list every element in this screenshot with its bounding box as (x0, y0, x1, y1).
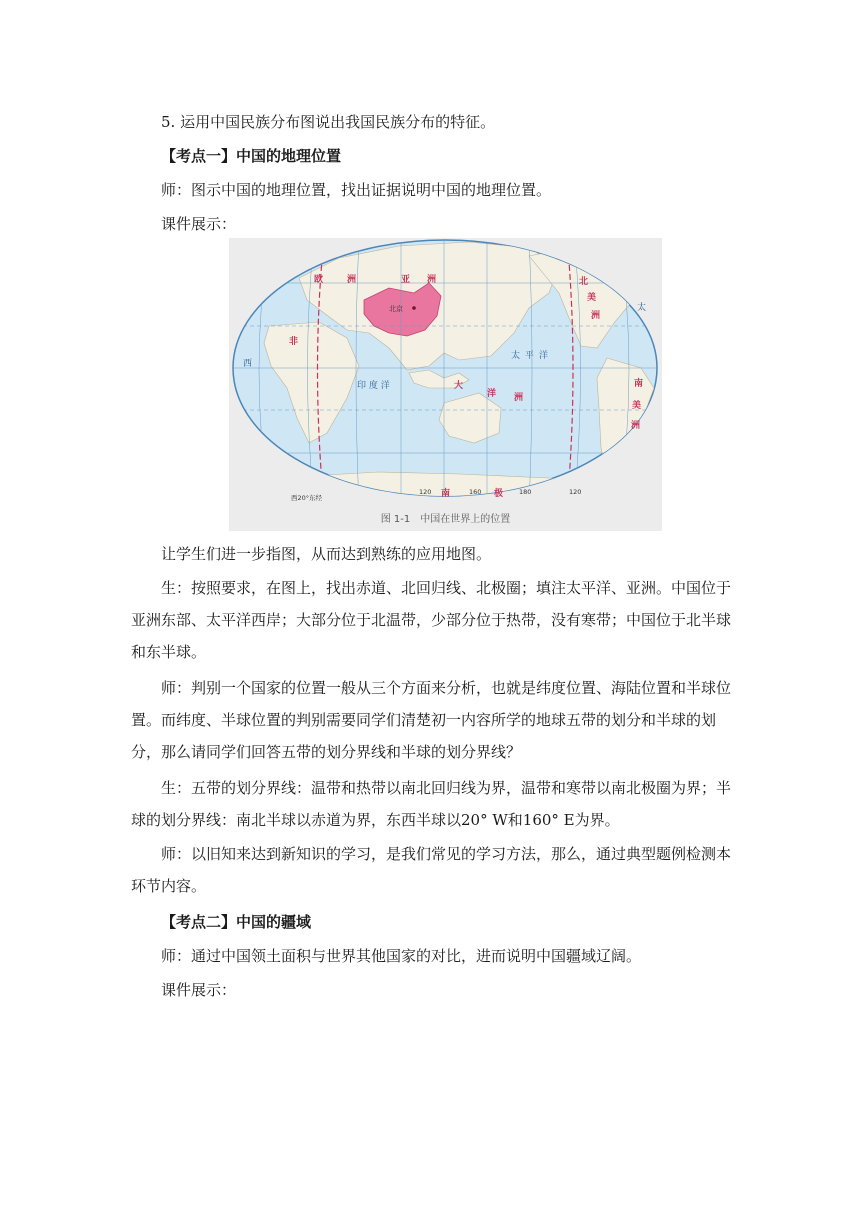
label-lon-20w: 西20°东经 (291, 494, 323, 502)
label-na-2: 美 (587, 293, 597, 303)
label-asia-2: 洲 (427, 275, 437, 285)
heading-kaodian-1: 【考点一】中国的地理位置 (161, 147, 342, 165)
label-pacific-3: 洋 (539, 351, 549, 361)
paragraph-courseware-1: 课件展示： (161, 215, 237, 233)
label-xi-left: 西 (243, 359, 253, 369)
label-antarctica-2: 极 (494, 489, 504, 499)
paragraph-teacher-1: 师：图示中国的地理位置，找出证据说明中国的地理位置。 (161, 181, 552, 199)
label-asia-1: 亚 (401, 275, 411, 285)
paragraph-student-1: 生：按照要求，在图上，找出赤道、北回归线、北极圈；填注太平洋、亚洲。中国位于亚洲东部、太平洋西岸；大部分位于北温带，少部分位于热带，没有寒带；中国位于北半球和东半球。 (131, 579, 732, 661)
paragraph-after-map: 让学生们进一步指图，从而达到熟练的应用地图。 (161, 545, 492, 563)
label-lon-180: 180 (519, 488, 532, 496)
paragraph-teacher-4: 师：通过中国领土面积与世界其他国家的对比，进而说明中国疆域辽阔。 (161, 947, 642, 965)
landmass-south-america (597, 358, 654, 483)
label-europe-2: 洲 (347, 275, 357, 285)
label-lon-160: 160 (469, 488, 482, 496)
world-map-figure (229, 238, 662, 531)
paragraph-teacher-3: 师：以旧知来达到新知识的学习，是我们常见的学习方法，那么，通过典型题例检测本环节内容。 (131, 845, 732, 895)
label-oceania-2: 洋 (487, 389, 497, 399)
label-lon-120: 120 (419, 488, 432, 496)
paragraph-student-2: 生：五带的划分界线：温带和热带以南北回归线为界，温带和寒带以南北极圈为界；半球的划分界线：南北半球以赤道为界，东西半球以20° W和160° E为界。 (131, 779, 732, 829)
paragraph-item5: 5. 运用中国民族分布图说出我国民族分布的特征。 (161, 113, 496, 131)
label-sa-3: 洲 (631, 421, 641, 431)
label-oceania-1: 大 (454, 381, 464, 391)
label-na-1: 北 (579, 277, 589, 287)
label-beijing: 北京 (389, 305, 403, 313)
paragraph-courseware-2: 课件展示： (161, 981, 237, 999)
label-pacific-2: 平 (525, 351, 535, 361)
heading-kaodian-2: 【考点二】中国的疆域 (161, 913, 312, 931)
world-map (229, 238, 662, 506)
label-tai-right: 太 (637, 303, 647, 313)
map-caption: 图 1-1 中国在世界上的位置 (380, 514, 511, 525)
label-indian-ocean: 印 度 洋 (357, 381, 390, 391)
label-oceania-3: 洲 (514, 393, 524, 403)
label-antarctica-1: 南 (441, 489, 451, 499)
beijing-dot (412, 306, 416, 310)
label-sa-2: 美 (632, 401, 642, 411)
label-lon-120w: 120 (569, 488, 582, 496)
paragraph-teacher-2: 师：判别一个国家的位置一般从三个方面来分析，也就是纬度位置、海陆位置和半球位置。而纬度、半球位置的判别需要同学们清楚初一内容所学的地球五带的划分和半球的划分，那么请同学们回答五带的划分界线和半球的划分界线？ (131, 679, 732, 761)
label-africa: 非 (289, 337, 299, 347)
label-europe-1: 欧 (314, 275, 324, 285)
label-pacific-1: 太 (511, 351, 521, 361)
label-na-3: 洲 (591, 311, 601, 321)
label-sa-1: 南 (634, 379, 644, 389)
